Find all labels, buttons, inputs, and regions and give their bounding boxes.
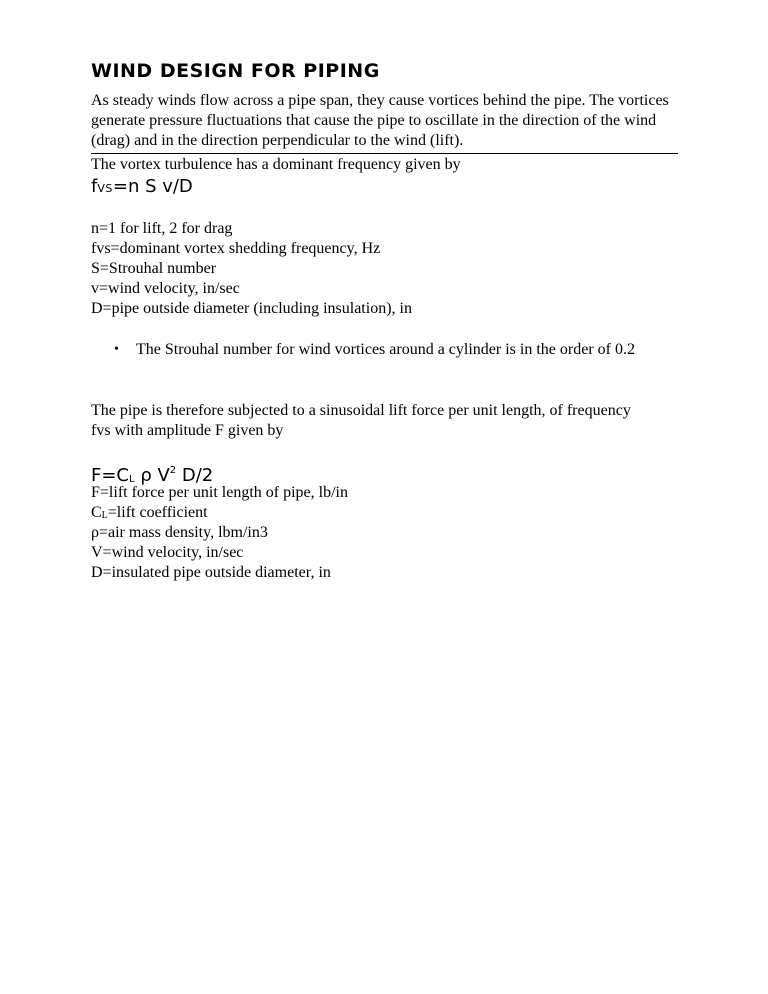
formula1-subscript: VS <box>97 182 113 195</box>
formula2-part-c: D/2 <box>176 465 214 486</box>
formula2-superscript: 2 <box>169 465 177 476</box>
definition-v: v=wind velocity, in/sec <box>91 280 240 297</box>
vortex-frequency-formula <box>91 175 193 201</box>
definition-s: S=Strouhal number <box>91 260 217 277</box>
vortex-frequency-line: The vortex turbulence has a dominant frequency given by <box>91 156 461 173</box>
definition-d: D=pipe outside diameter (including insulation), in <box>91 300 412 317</box>
formula2-subscript: L <box>129 474 135 485</box>
horizontal-rule <box>91 153 678 154</box>
definition-velocity: V=wind velocity, in/sec <box>91 544 244 561</box>
definition-n: n=1 for lift, 2 for drag <box>91 220 233 237</box>
formula1-lead: f <box>91 176 98 197</box>
cl-rest: =lift coefficient <box>107 504 208 521</box>
lift-force-paragraph: The pipe is therefore subjected to a sinusoidal lift force per unit length, of frequency fvs with amplitude F given by <box>91 402 631 439</box>
intro-paragraph: As steady winds flow across a pipe span, they cause vortices behind the pipe. The vortices generate pressure fluctuations that cause the pipe to oscillate in the direction of the wind (drag) and in the direction perpendicular to the wind (lift). <box>91 92 669 149</box>
document-title: WIND DESIGN FOR PIPING <box>91 60 380 82</box>
cl-lead: C <box>91 504 102 521</box>
bullet-icon: • <box>114 342 119 357</box>
definition-rho: ρ=air mass density, lbm/in3 <box>91 524 268 541</box>
cl-subscript: L <box>101 510 108 521</box>
bullet-text: The Strouhal number for wind vortices around a cylinder is in the order of 0.2 <box>136 341 635 358</box>
formula2-part-a: F=C <box>91 465 130 486</box>
formula2-part-b: ρ V <box>134 465 170 486</box>
definition-f: F=lift force per unit length of pipe, lb/in <box>91 484 348 501</box>
definition-diameter: D=insulated pipe outside diameter, in <box>91 564 331 581</box>
formula1-rest: =n S v/D <box>112 176 193 197</box>
definition-fvs: fvs=dominant vortex shedding frequency, Hz <box>91 240 381 257</box>
